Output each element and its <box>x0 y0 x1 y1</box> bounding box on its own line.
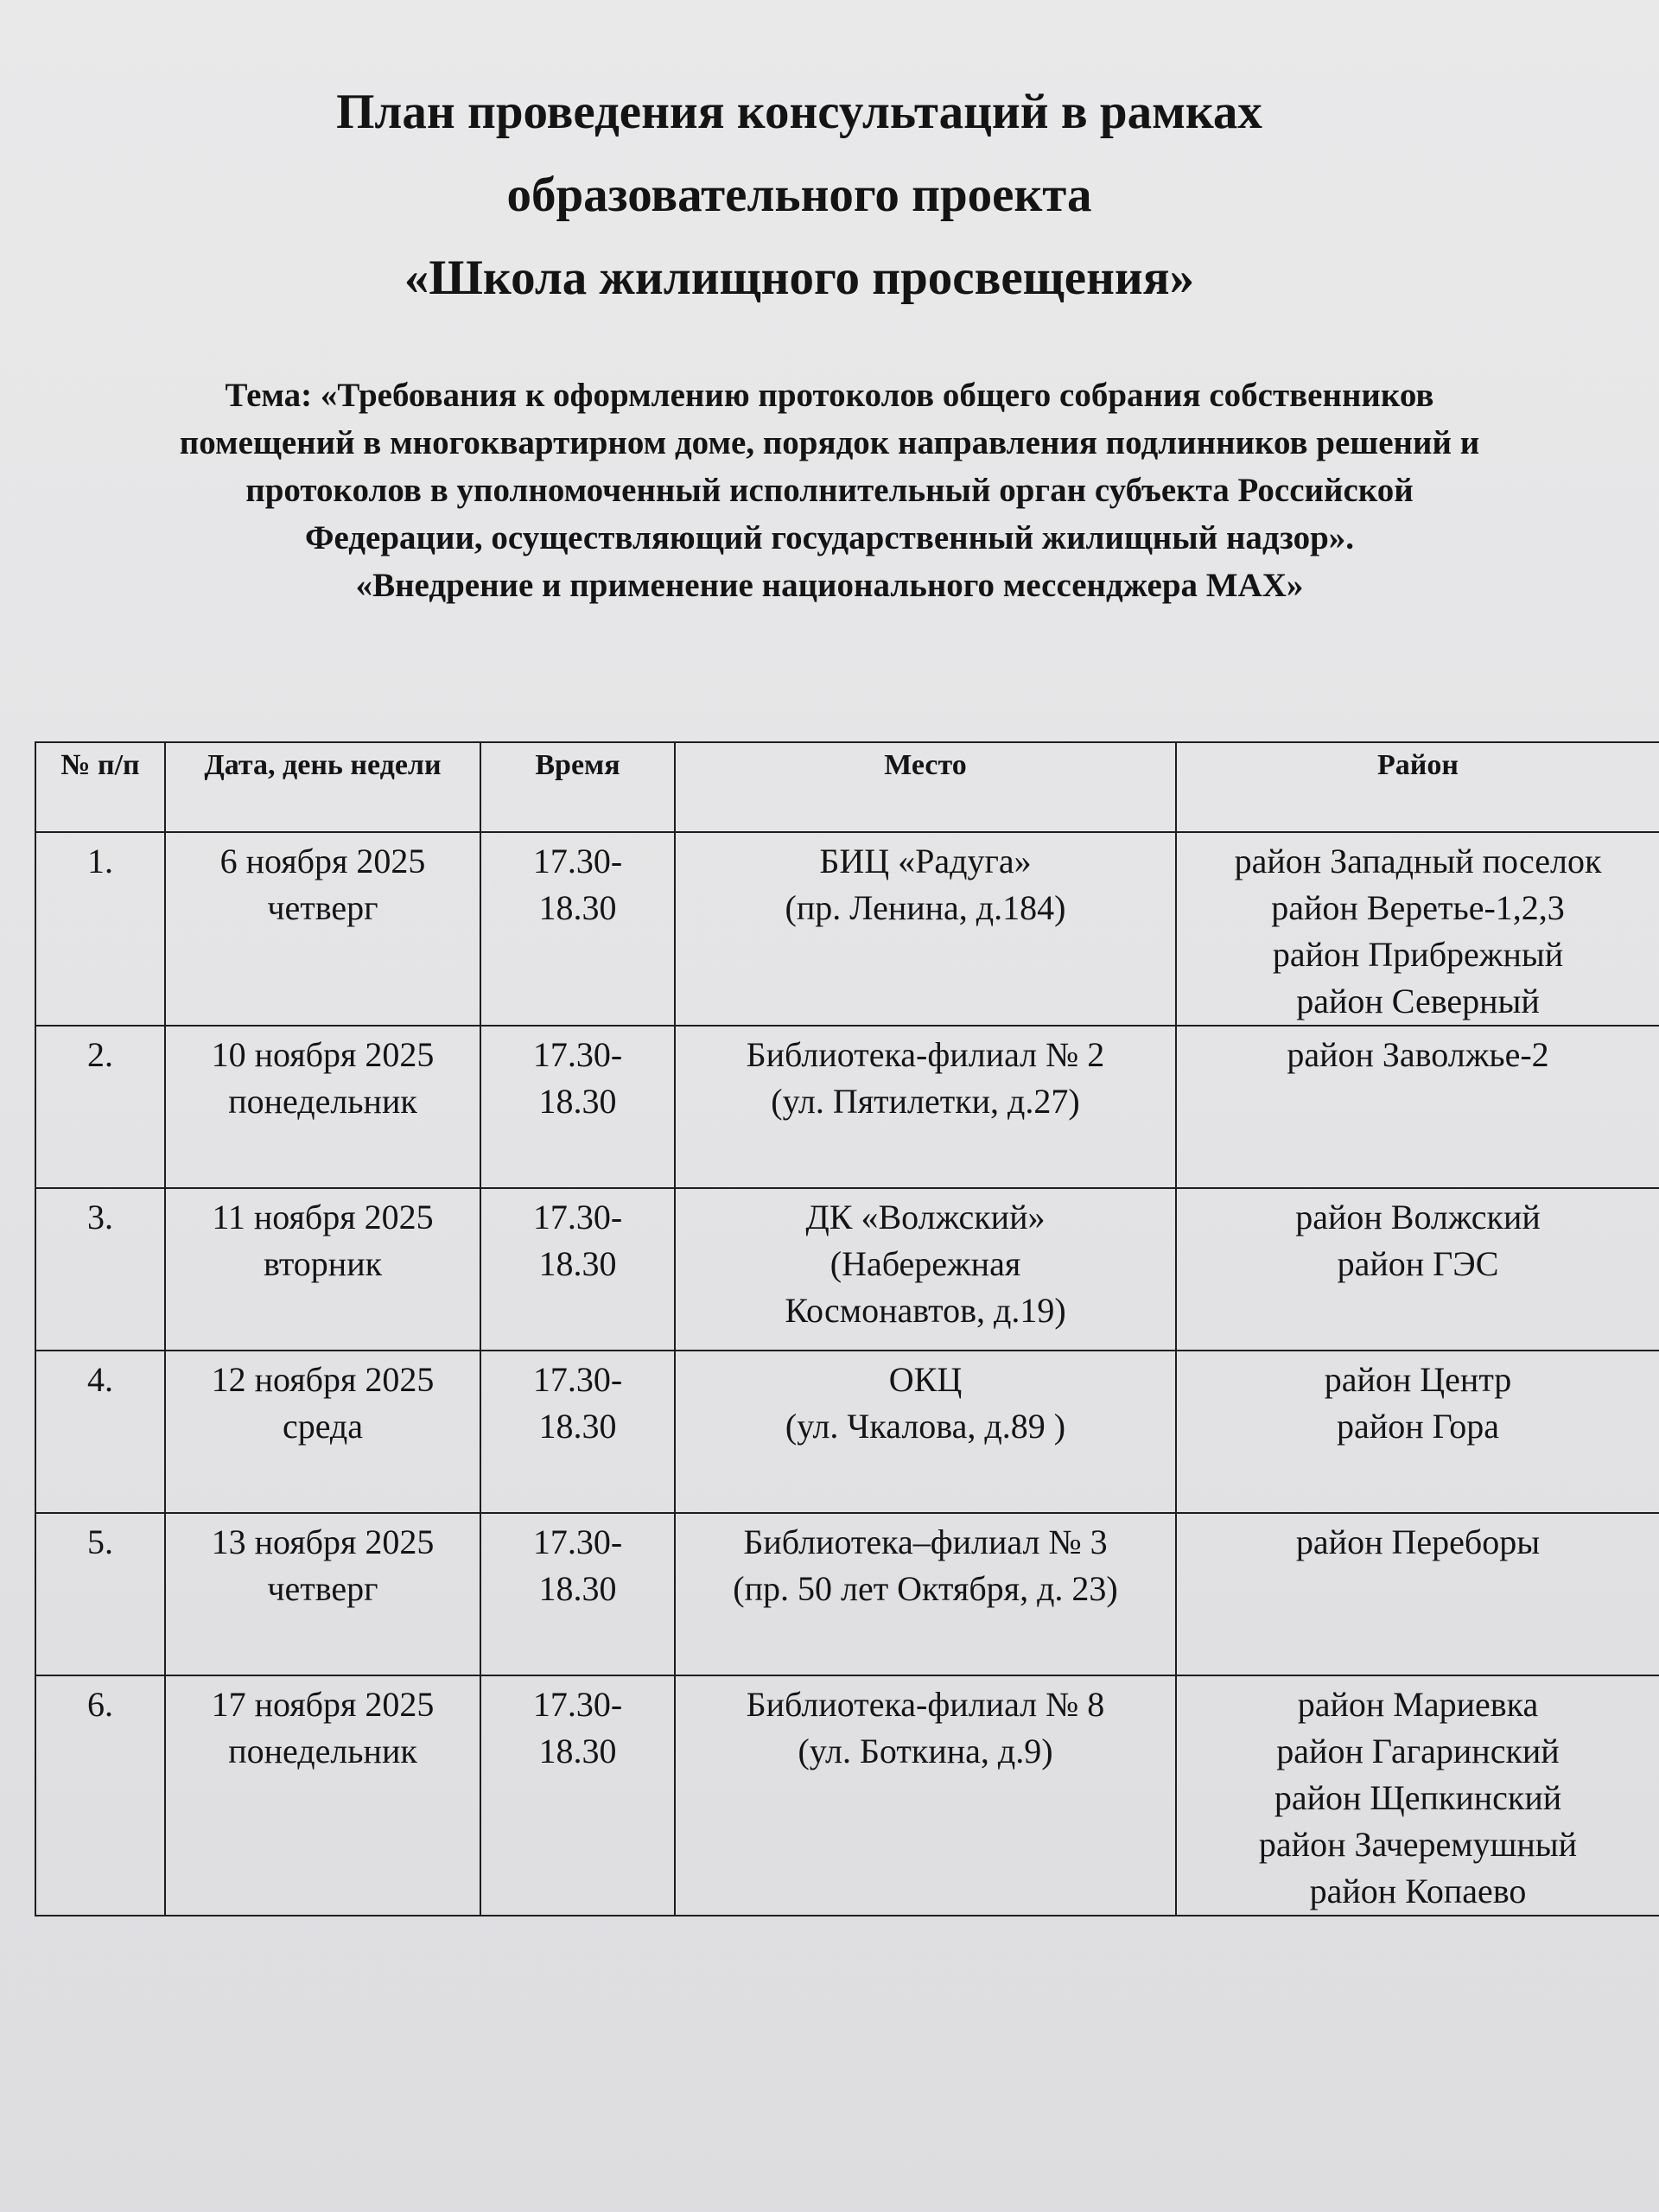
cell-line: Космонавтов, д.19) <box>785 1291 1066 1330</box>
cell-line: 18.30 <box>538 1569 617 1608</box>
cell-line: район Северный <box>1296 982 1540 1020</box>
cell-line: 6 ноября 2025 <box>219 842 426 880</box>
cell-place <box>675 1026 1176 1188</box>
cell-line: 17.30- <box>532 1685 623 1724</box>
cell-line: район Западный поселок <box>1234 842 1602 880</box>
cell-line: 11 ноября 2025 <box>212 1198 434 1236</box>
header-place <box>675 742 1176 832</box>
header-district <box>1176 742 1659 832</box>
cell-time <box>480 832 675 1026</box>
cell-time <box>480 1026 675 1188</box>
cell-line: (ул. Чкалова, д.89 ) <box>785 1407 1066 1446</box>
cell-line: район ГЭС <box>1337 1244 1499 1283</box>
cell-line: четверг <box>267 1569 378 1608</box>
cell-line: 18.30 <box>538 1244 617 1283</box>
table-row <box>35 1026 1659 1188</box>
header-text: Дата, день <box>204 749 343 781</box>
cell-line: 10 ноября 2025 <box>211 1035 435 1074</box>
cell-line: район Щепкинский <box>1274 1778 1562 1817</box>
table-row <box>35 1513 1659 1675</box>
theme-line: помещений в многоквартирном доме, порядок направления подлинников решений и <box>179 424 1480 461</box>
cell-line: 18.30 <box>538 888 617 927</box>
cell-date <box>165 1675 480 1916</box>
cell-line: 18.30 <box>538 1407 617 1446</box>
table-row <box>35 832 1659 1026</box>
table-row <box>35 1188 1659 1351</box>
cell-date <box>165 1513 480 1675</box>
cell-line: район Копаево <box>1309 1872 1527 1910</box>
title-line: образовательного проекта <box>506 168 1092 222</box>
cell-line: район Веретье-1,2,3 <box>1271 888 1565 927</box>
cell-number: 6. <box>35 1675 165 1916</box>
cell-district <box>1176 832 1659 1026</box>
cell-line: район Волжский <box>1295 1198 1541 1236</box>
theme-line: Федерации, осуществляющий государственный жилищный надзор». <box>304 519 1355 556</box>
theme-line: протоколов в уполномоченный исполнительный орган субъекта Российской <box>245 472 1414 509</box>
cell-line: 17.30- <box>532 1198 623 1236</box>
cell-line: район Прибрежный <box>1272 935 1564 974</box>
cell-line: четверг <box>267 888 378 927</box>
cell-line: 17.30- <box>532 842 623 880</box>
cell-line: (пр. Ленина, д.184) <box>785 888 1066 927</box>
cell-line: Библиотека-филиал № 2 <box>746 1035 1105 1074</box>
cell-line: район Гора <box>1337 1407 1499 1446</box>
consultation-schedule-table <box>35 741 1659 1916</box>
header-date <box>165 742 480 832</box>
cell-line: район Переборы <box>1295 1522 1541 1561</box>
title-line: План проведения консультаций в рамках <box>336 85 1262 139</box>
cell-line: среда <box>282 1407 364 1446</box>
header-text: п/п <box>98 749 140 781</box>
document-title <box>0 71 1599 320</box>
cell-line: 17.30- <box>532 1035 623 1074</box>
cell-line: 17.30- <box>532 1522 623 1561</box>
cell-district <box>1176 1675 1659 1916</box>
table-row <box>35 1351 1659 1513</box>
cell-district <box>1176 1351 1659 1513</box>
cell-line: 17.30- <box>532 1360 623 1399</box>
cell-district <box>1176 1188 1659 1351</box>
cell-line: Библиотека–филиал № 3 <box>743 1522 1108 1561</box>
cell-line: 18.30 <box>538 1732 617 1770</box>
header-time <box>480 742 675 832</box>
cell-line: район Гагаринский <box>1276 1732 1560 1770</box>
header-number <box>35 742 165 832</box>
cell-line: Библиотека-филиал № 8 <box>746 1685 1105 1724</box>
cell-line: 18.30 <box>538 1082 617 1121</box>
cell-line: ДК «Волжский» <box>805 1198 1046 1236</box>
cell-line: (пр. 50 лет Октября, д. 23) <box>733 1569 1118 1608</box>
cell-number: 2. <box>35 1026 165 1188</box>
cell-line: район Зачеремушный <box>1258 1825 1578 1864</box>
table-header-row <box>35 742 1659 832</box>
document-theme <box>17 372 1642 609</box>
cell-time <box>480 1351 675 1513</box>
cell-district <box>1176 1026 1659 1188</box>
cell-date <box>165 1026 480 1188</box>
cell-number: 4. <box>35 1351 165 1513</box>
cell-line: район Мариевка <box>1297 1685 1539 1724</box>
cell-place <box>675 1513 1176 1675</box>
cell-line: (Набережная <box>830 1244 1021 1283</box>
cell-line: (ул. Боткина, д.9) <box>798 1732 1053 1770</box>
cell-line: понедельник <box>228 1732 417 1770</box>
cell-line: 13 ноября 2025 <box>211 1522 435 1561</box>
header-text: Время <box>535 749 620 781</box>
header-text: № <box>60 749 91 781</box>
cell-time <box>480 1513 675 1675</box>
cell-date <box>165 1351 480 1513</box>
cell-line: (ул. Пятилетки, д.27) <box>771 1082 1080 1121</box>
cell-number: 3. <box>35 1188 165 1351</box>
cell-line: 12 ноября 2025 <box>211 1360 435 1399</box>
cell-district <box>1176 1513 1659 1675</box>
cell-place <box>675 832 1176 1026</box>
cell-time <box>480 1675 675 1916</box>
cell-number: 5. <box>35 1513 165 1675</box>
cell-place <box>675 1675 1176 1916</box>
cell-line: понедельник <box>228 1082 417 1121</box>
cell-place <box>675 1351 1176 1513</box>
theme-line: Тема: «Требования к оформлению протоколов общего собрания собственников <box>225 377 1434 414</box>
cell-time <box>480 1188 675 1351</box>
header-text: Место <box>884 749 967 781</box>
cell-line: ОКЦ <box>888 1360 963 1399</box>
cell-line: БИЦ «Радуга» <box>819 842 1032 880</box>
cell-line: 17 ноября 2025 <box>211 1685 435 1724</box>
cell-line: вторник <box>263 1244 383 1283</box>
cell-date <box>165 832 480 1026</box>
table-row <box>35 1675 1659 1916</box>
theme-line: «Внедрение и применение национального мессенджера MAX» <box>355 567 1304 604</box>
cell-number: 1. <box>35 832 165 1026</box>
header-text: недели <box>350 749 442 781</box>
cell-line: район Центр <box>1324 1360 1512 1399</box>
title-line: «Школа жилищного просвещения» <box>404 251 1195 305</box>
header-text: Район <box>1377 749 1459 781</box>
cell-place <box>675 1188 1176 1351</box>
cell-line: район Заволжье-2 <box>1287 1035 1549 1074</box>
cell-date <box>165 1188 480 1351</box>
